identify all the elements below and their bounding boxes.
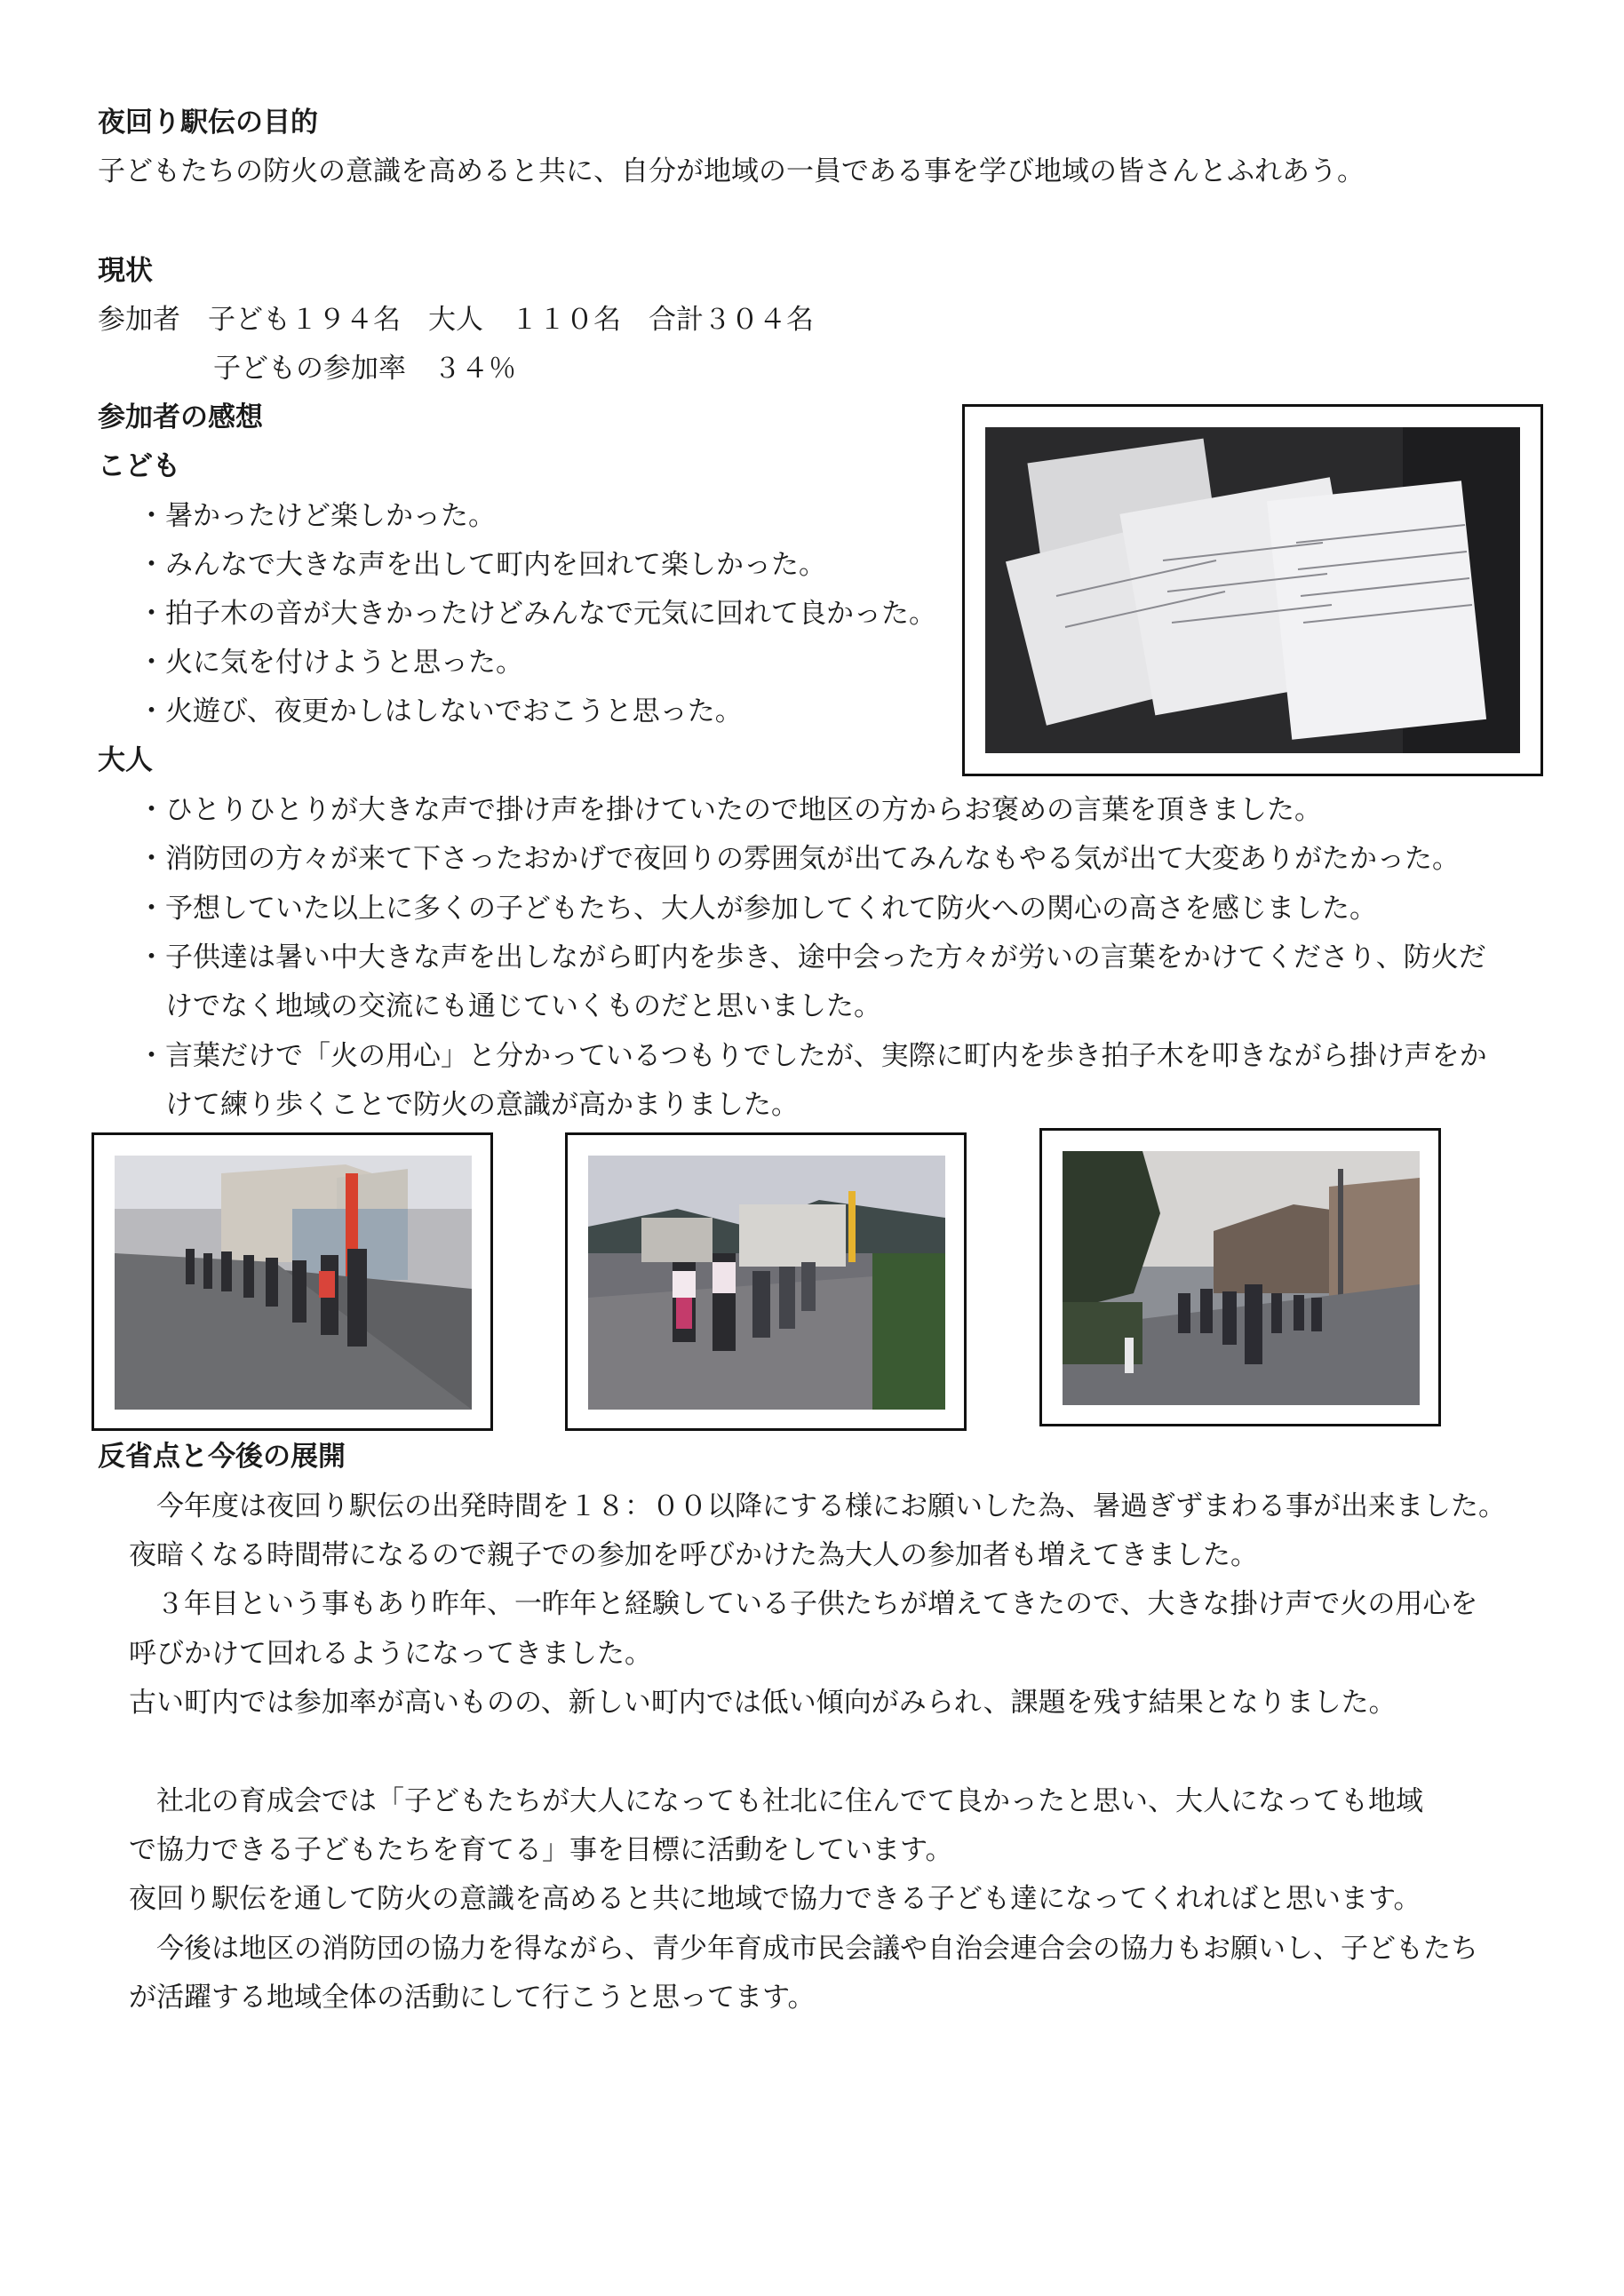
adults-comment: ・ひとりひとりが大きな声で掛け声を掛けていたので地区の方からお褒めの言葉を頂きました。 [138, 794, 1322, 826]
review-paragraph-line: 社北の育成会では「子どもたちが大人になっても社北に住んでて良かったと思い、大人になっても地域 [129, 1785, 1423, 1817]
review-paragraph-line: が活躍する地域全体の活動にして行こうと思ってます。 [129, 1982, 816, 2014]
review-paragraph-line: 呼びかけて回れるようになってきました。 [129, 1638, 652, 1670]
adults-comment: けて練り歩くことで防火の意識が高かまりました。 [138, 1089, 799, 1121]
adults-comment: けでなく地域の交流にも通じていくものだと思いました。 [138, 990, 881, 1022]
participation-rate-line: 子どもの参加率 ３４％ [213, 353, 516, 385]
night-patrol-photo-2 [565, 1132, 967, 1431]
impressions-heading: 参加者の感想 [98, 401, 263, 433]
review-heading: 反省点と今後の展開 [98, 1441, 346, 1473]
review-paragraph-line: で協力できる子どもたちを育てる」事を目標に活動をしています。 [129, 1834, 953, 1866]
children-heading: こども [98, 450, 180, 482]
review-paragraph-line: ３年目という事もあり昨年、一昨年と経験している子供たちが増えてきたので、大きな掛け声で火の用心を [129, 1588, 1478, 1620]
children-comment: ・拍子木の音が大きかったけどみんなで元気に回れて良かった。 [138, 598, 936, 630]
purpose-heading: 夜回り駅伝の目的 [98, 107, 318, 139]
children-comment: ・火遊び、夜更かしはしないでおこうと思った。 [138, 695, 743, 727]
review-paragraph-line: 夜暗くなる時間帯になるので親子での参加を呼びかけた為大人の参加者も増えてきました。 [129, 1539, 1258, 1571]
survey-sheets-photo [962, 404, 1543, 776]
review-paragraph-line: 今後は地区の消防団の協力を得ながら、青少年育成市民会議や自治会連合会の協力もお願いし、子どもたち [129, 1933, 1478, 1965]
night-patrol-photo-1 [92, 1132, 493, 1431]
children-comment: ・みんなで大きな声を出して町内を回れて楽しかった。 [138, 549, 826, 581]
participants-line: 参加者 子ども１９４名 大人 １１０名 合計３０４名 [98, 304, 814, 336]
status-heading: 現状 [98, 255, 153, 287]
review-paragraph-line: 夜回り駅伝を通して防火の意識を高めると共に地域で協力できる子ども達になってくれればと思います。 [129, 1883, 1421, 1915]
adults-comment: ・言葉だけで「火の用心」と分かっているつもりでしたが、実際に町内を歩き拍子木を叩きながら掛け声をか [138, 1040, 1487, 1072]
children-comment: ・暑かったけど楽しかった。 [138, 500, 496, 532]
review-paragraph-line: 今年度は夜回り駅伝の出発時間を１８：００以降にする様にお願いした為、暑過ぎずまわる事が出来ました。 [129, 1490, 1506, 1522]
adults-heading: 大人 [98, 744, 153, 776]
night-patrol-photo-3 [1039, 1128, 1441, 1426]
adults-comment: ・消防団の方々が来て下さったおかげで夜回りの雰囲気が出てみんなもやる気が出て大変ありがたかった。 [138, 843, 1460, 875]
review-paragraph-line: 古い町内では参加率が高いものの、新しい町内では低い傾向がみられ、課題を残す結果となりました。 [129, 1687, 1397, 1719]
adults-comment: ・子供達は暑い中大きな声を出しながら町内を歩き、途中会った方々が労いの言葉をかけてくださり、防火だ [138, 941, 1486, 973]
children-comment: ・火に気を付けようと思った。 [138, 647, 523, 679]
adults-comment: ・予想していた以上に多くの子どもたち、大人が参加してくれて防火への関心の高さを感じました。 [138, 893, 1377, 925]
purpose-text: 子どもたちの防火の意識を高めると共に、自分が地域の一員である事を学び地域の皆さんとふれあう。 [98, 155, 1365, 187]
